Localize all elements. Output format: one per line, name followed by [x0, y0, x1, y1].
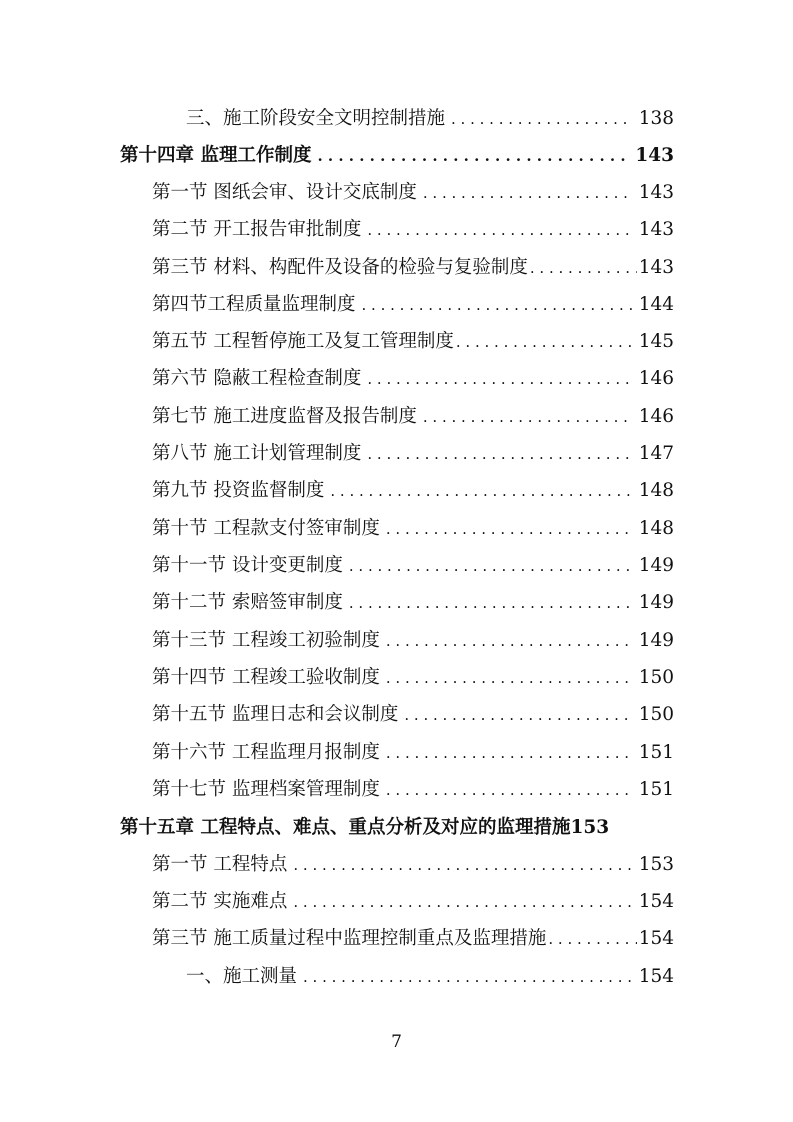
toc-entry-page: 145	[638, 331, 674, 352]
toc-entry-title: 第九节 投资监督制度	[152, 480, 325, 501]
toc-entry-page: 154	[638, 966, 674, 987]
toc-entry-title: 第十五节 监理日志和会议制度	[152, 704, 399, 725]
dot-leader	[386, 514, 633, 544]
dot-leader	[386, 738, 633, 768]
dot-leader	[362, 290, 633, 320]
toc-entry-title: 第十七节 监理档案管理制度	[152, 779, 380, 800]
toc-entry[interactable]	[152, 364, 674, 394]
toc-entry-page: 149	[638, 592, 674, 613]
toc-entry-page: 150	[638, 704, 674, 725]
dot-leader	[404, 700, 632, 730]
dot-leader	[317, 141, 629, 171]
dot-leader	[367, 439, 632, 469]
dot-leader	[548, 924, 636, 954]
toc-entry-title: 第八节 施工计划管理制度	[152, 443, 362, 464]
dot-leader	[349, 551, 633, 581]
dot-leader	[303, 962, 633, 992]
toc-chapter-entry[interactable]	[120, 141, 674, 171]
toc-entry-page: 150	[638, 667, 674, 688]
dot-leader	[293, 850, 632, 880]
toc-entry-page: 151	[638, 779, 674, 800]
toc-entry-page: 154	[638, 928, 674, 949]
toc-entry-title: 第十五章 工程特点、难点、重点分析及对应的监理措施	[120, 817, 571, 838]
toc-entry-title: 第五节 工程暂停施工及复工管理制度	[152, 331, 454, 352]
toc-entry[interactable]	[152, 253, 674, 283]
toc-entry-title: 第十二节 索赔签审制度	[152, 592, 343, 613]
toc-entry-page: 148	[638, 480, 674, 501]
toc-entry-title: 第六节 隐蔽工程检查制度	[152, 368, 362, 389]
toc-entry[interactable]	[152, 215, 674, 245]
toc-entry[interactable]	[186, 104, 674, 134]
toc-entry-title: 第四节工程质量监理制度	[152, 294, 356, 315]
toc-entry-title: 第十一节 设计变更制度	[152, 555, 343, 576]
toc-entry-title: 第二节 实施难点	[152, 891, 288, 912]
toc-entry[interactable]	[152, 402, 674, 432]
toc-entry-page: 153	[570, 817, 610, 838]
toc-entry[interactable]	[152, 775, 674, 805]
toc-entry-title: 第十节 工程款支付签审制度	[152, 518, 380, 539]
toc-entry-page: 144	[638, 294, 674, 315]
toc-entry[interactable]	[152, 551, 674, 581]
toc-entry[interactable]	[152, 514, 674, 544]
toc-entry-page: 138	[638, 108, 674, 129]
dot-leader	[530, 253, 637, 283]
dot-leader	[386, 775, 633, 805]
toc-entry-title: 第十六节 工程监理月报制度	[152, 742, 380, 763]
dot-leader	[456, 327, 637, 357]
toc-entry-page: 151	[638, 742, 674, 763]
toc-entry-page: 143	[638, 182, 674, 203]
toc-entry-page: 143	[638, 219, 674, 240]
toc-entry[interactable]	[152, 626, 674, 656]
toc-entry-title: 第七节 施工进度监督及报告制度	[152, 406, 417, 427]
toc-entry-title: 第三节 施工质量过程中监理控制重点及监理措施	[152, 928, 547, 949]
dot-leader	[386, 663, 633, 693]
dot-leader	[386, 626, 633, 656]
toc-entry-title: 第十四章 监理工作制度	[120, 145, 312, 166]
toc-entry[interactable]	[152, 439, 674, 469]
toc-entry[interactable]	[152, 663, 674, 693]
toc-entry-title: 一、施工测量	[186, 966, 298, 987]
dot-leader	[367, 364, 632, 394]
toc-entry[interactable]	[152, 887, 674, 917]
dot-leader	[451, 104, 633, 134]
toc-entry-page: 147	[638, 443, 674, 464]
page-number: 7	[391, 1032, 402, 1052]
toc-entry[interactable]	[152, 290, 674, 320]
dot-leader	[423, 402, 633, 432]
toc-entry[interactable]	[152, 850, 674, 880]
toc-entry-title: 第十四节 工程竣工验收制度	[152, 667, 380, 688]
toc-entry-page: 153	[638, 854, 674, 875]
toc-entry[interactable]	[186, 962, 674, 992]
dot-leader	[423, 178, 633, 208]
toc-entry-page: 149	[638, 630, 674, 651]
dot-leader	[293, 887, 632, 917]
toc-entry-title: 第一节 工程特点	[152, 854, 288, 875]
toc-entry-page: 154	[638, 891, 674, 912]
dot-leader	[367, 215, 632, 245]
toc-entry[interactable]	[152, 476, 674, 506]
toc-entry-page: 146	[638, 406, 674, 427]
toc-entry-page: 146	[638, 368, 674, 389]
toc-entry[interactable]	[152, 924, 674, 954]
toc-entry[interactable]	[152, 588, 674, 618]
dot-leader	[330, 476, 632, 506]
toc-entry-page: 143	[638, 257, 674, 278]
toc-entry-title: 三、施工阶段安全文明控制措施	[186, 108, 446, 129]
toc-entry[interactable]	[152, 327, 674, 357]
toc-entry-page: 149	[638, 555, 674, 576]
toc-entry-page: 148	[638, 518, 674, 539]
dot-leader	[349, 588, 633, 618]
toc-chapter-entry[interactable]	[120, 813, 674, 843]
toc-entry-page: 143	[635, 145, 674, 166]
toc-entry-title: 第十三节 工程竣工初验制度	[152, 630, 380, 651]
toc-entry[interactable]	[152, 700, 674, 730]
toc-entry[interactable]	[152, 738, 674, 768]
toc-entry-title: 第三节 材料、构配件及设备的检验与复验制度	[152, 257, 528, 278]
toc-entry-title: 第一节 图纸会审、设计交底制度	[152, 182, 417, 203]
toc-entry[interactable]	[152, 178, 674, 208]
toc-entry-title: 第二节 开工报告审批制度	[152, 219, 362, 240]
